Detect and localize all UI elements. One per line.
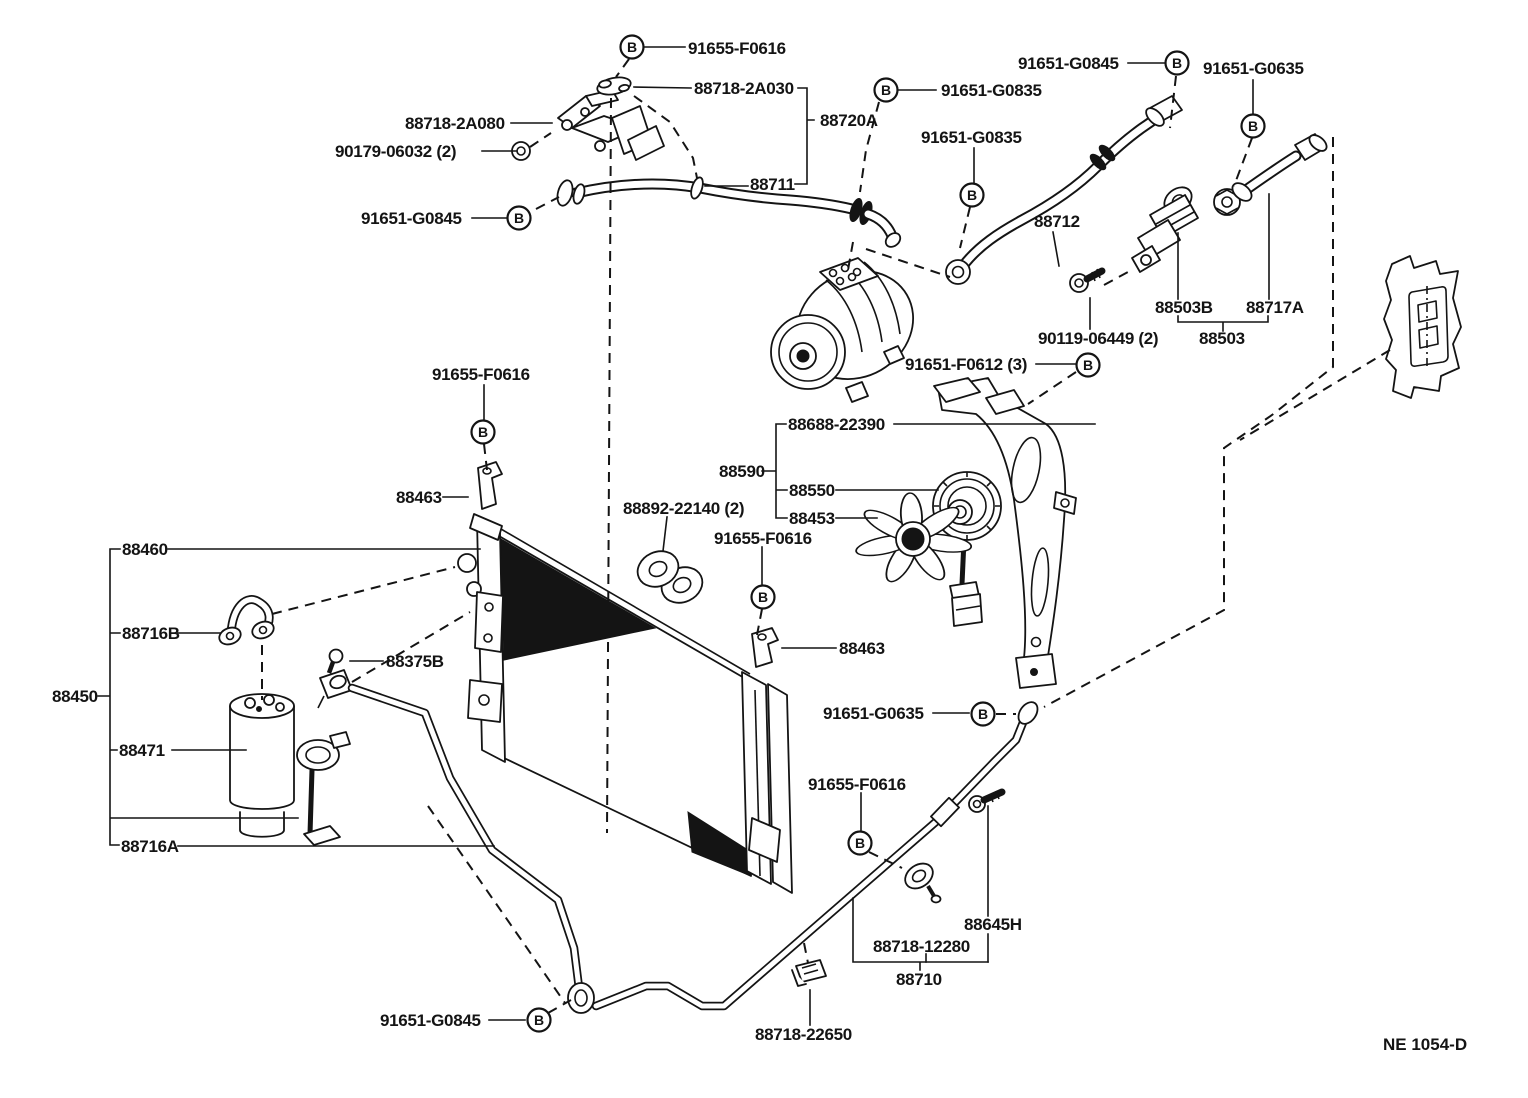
- part-label-91651-G0845: 91651-G0845: [1018, 54, 1119, 73]
- part-label-90119-06449 (2): 90119-06449 (2): [1038, 329, 1159, 348]
- firewall-bracket: [1384, 256, 1461, 398]
- condenser-side-plate: [468, 680, 502, 722]
- svg-text:B: B: [1171, 55, 1183, 71]
- svg-text:B: B: [533, 1012, 545, 1028]
- part-label-88453: 88453: [789, 509, 835, 528]
- part-label-88712: 88712: [1034, 212, 1080, 231]
- part-label-91655-F0616: 91655-F0616: [688, 39, 786, 58]
- part-label-91651-G0845: 91651-G0845: [361, 209, 462, 228]
- callout-B: [752, 586, 775, 609]
- part-label-91651-F0612 (3): 91651-F0612 (3): [905, 355, 1028, 374]
- part-label-88716A: 88716A: [121, 837, 179, 856]
- part-label-88645H: 88645H: [964, 915, 1022, 934]
- stud-88375b: [329, 650, 343, 674]
- condenser: [458, 514, 792, 893]
- part-label-91655-F0616: 91655-F0616: [808, 775, 906, 794]
- part-label-88463: 88463: [396, 488, 442, 507]
- hose-fitting: [572, 183, 587, 205]
- part-label-88590: 88590: [719, 462, 765, 481]
- part-label-88717A: 88717A: [1246, 298, 1304, 317]
- part-label-91651-G0835: 91651-G0835: [921, 128, 1022, 147]
- callout-B: [621, 36, 644, 59]
- clamp-88718-12280: [900, 858, 940, 902]
- svg-text:B: B: [626, 39, 638, 55]
- svg-text:B: B: [757, 589, 769, 605]
- clamp-88718-2a030: [596, 75, 633, 98]
- condenser-right-tank-outer: [768, 684, 792, 893]
- pipe-end-fitting: [568, 983, 594, 1013]
- hose-collar: [689, 176, 705, 200]
- callout-B: [1077, 354, 1100, 377]
- clamp-88716b: [217, 600, 276, 648]
- leader-lines: [98, 47, 1269, 1025]
- part-label-88450: 88450: [52, 687, 98, 706]
- callout-B: [528, 1009, 551, 1032]
- clamp-88718-22650: [792, 960, 826, 986]
- part-label-91651-G0635: 91651-G0635: [1203, 59, 1304, 78]
- callout-B: [972, 703, 995, 726]
- part-label-88460: 88460: [122, 540, 168, 559]
- svg-text:B: B: [977, 706, 989, 722]
- callout-B: [961, 184, 984, 207]
- svg-text:B: B: [477, 424, 489, 440]
- part-label-88550: 88550: [789, 481, 835, 500]
- liquid-pipe-bracket: [318, 670, 352, 708]
- svg-text:B: B: [1082, 357, 1094, 373]
- part-label-88503: 88503: [1199, 329, 1245, 348]
- svg-text:B: B: [1247, 118, 1259, 134]
- part-label-88463: 88463: [839, 639, 885, 658]
- svg-text:B: B: [513, 210, 525, 226]
- condenser-side-plate: [475, 592, 503, 652]
- bolt-88645h: [969, 791, 1002, 812]
- drier-bracket-ring: [297, 732, 350, 845]
- receiver-drier-88471: [230, 694, 294, 837]
- callout-B: [1242, 115, 1265, 138]
- svg-text:B: B: [880, 82, 892, 98]
- callout-B: [1166, 52, 1189, 75]
- grommets-88892: [632, 545, 708, 610]
- part-label-88716B: 88716B: [122, 624, 180, 643]
- part-label-91651-G0635: 91651-G0635: [823, 704, 924, 723]
- part-label-88892-22140 (2): 88892-22140 (2): [623, 499, 745, 518]
- part-label-90179-06032 (2): 90179-06032 (2): [335, 142, 457, 161]
- compressor: [771, 250, 933, 402]
- part-label-88718-12280: 88718-12280: [873, 937, 970, 956]
- condenser-pipe-stub: [458, 554, 476, 572]
- part-label-88718-2A080: 88718-2A080: [405, 114, 505, 133]
- callout-B: [472, 421, 495, 444]
- callout-B: [875, 79, 898, 102]
- part-label-88375B: 88375B: [386, 652, 444, 671]
- hose-88717a: [1214, 132, 1330, 215]
- part-label-88688-22390: 88688-22390: [788, 415, 885, 434]
- part-label-91651-G0845: 91651-G0845: [380, 1011, 481, 1030]
- idler-88503b: [1132, 182, 1198, 272]
- part-label-88711: 88711: [750, 175, 795, 194]
- compressor-foot: [846, 382, 868, 402]
- part-label-88718-2A030: 88718-2A030: [694, 79, 794, 98]
- part-label-91651-G0835: 91651-G0835: [941, 81, 1042, 100]
- hose-88711: [555, 176, 903, 250]
- part-label-88718-22650: 88718-22650: [755, 1025, 852, 1044]
- callout-B: [849, 832, 872, 855]
- drawing-number: NE 1054-D: [1383, 1035, 1468, 1054]
- pipe-hex-fitting: [946, 260, 970, 284]
- part-label-88710: 88710: [896, 970, 942, 989]
- svg-text:B: B: [854, 835, 866, 851]
- hose-fitting: [555, 179, 575, 208]
- callout-B: [508, 207, 531, 230]
- bolt-90119: [1070, 269, 1102, 292]
- part-label-88471: 88471: [119, 741, 165, 760]
- part-label-91655-F0616: 91655-F0616: [714, 529, 812, 548]
- bracket-88463-right: [752, 628, 778, 667]
- part-label-88720A: 88720A: [820, 111, 878, 130]
- svg-text:B: B: [966, 187, 978, 203]
- part-label-91655-F0616: 91655-F0616: [432, 365, 530, 384]
- part-label-88503B: 88503B: [1155, 298, 1213, 317]
